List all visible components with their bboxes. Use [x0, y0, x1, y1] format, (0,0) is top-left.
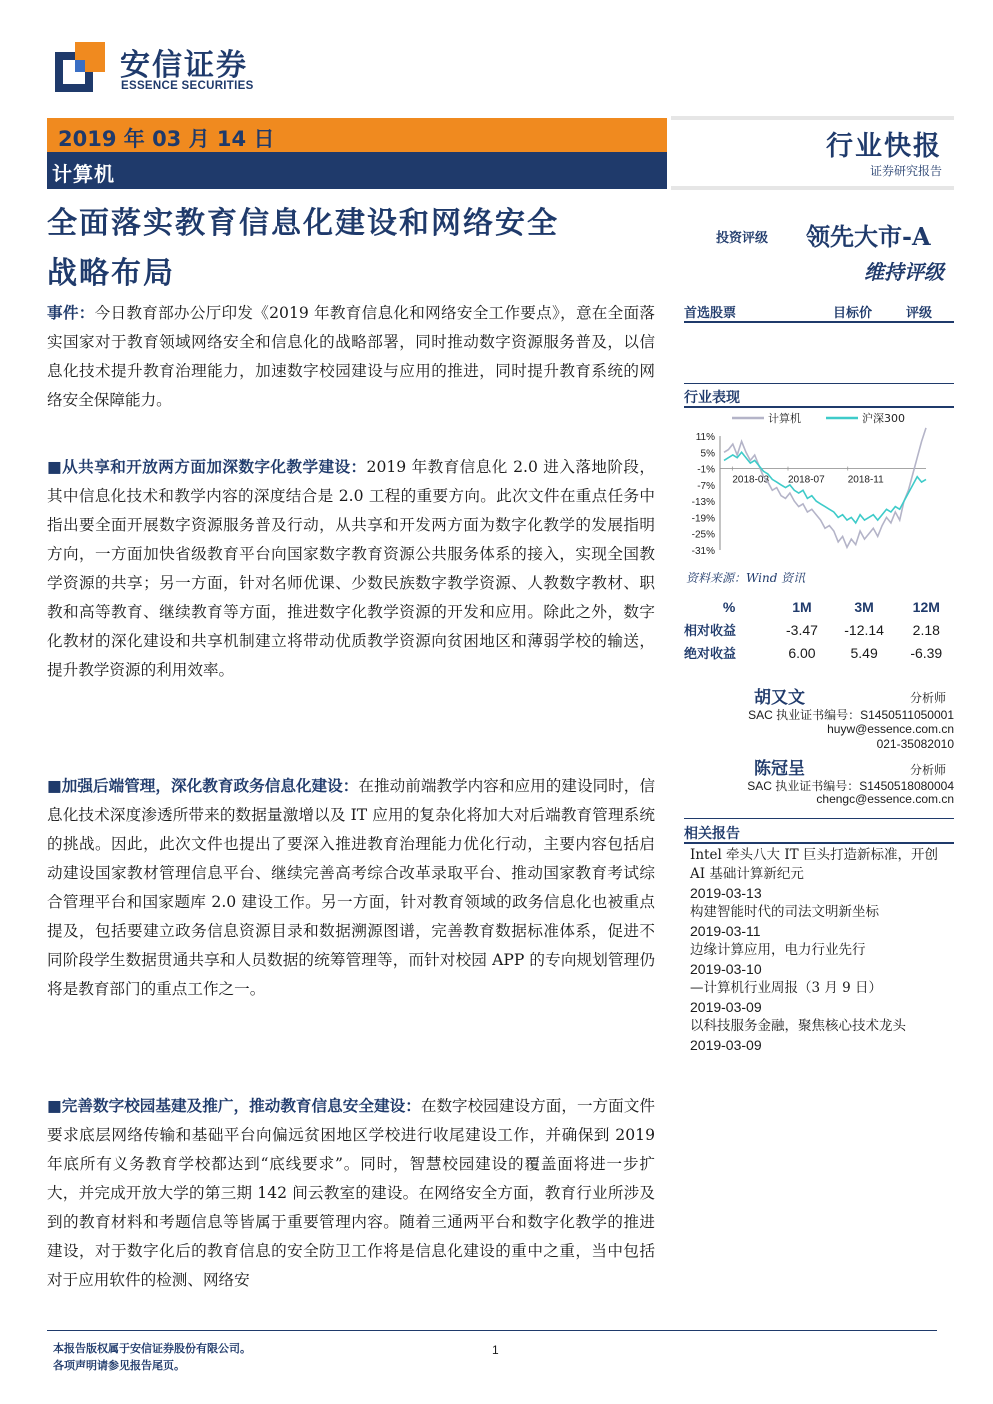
- section-1-heading: ■从共享和开放两方面加深数字化教学建设：: [47, 457, 367, 476]
- title-line-2: 战略布局: [47, 256, 175, 291]
- picks-rule: [684, 321, 954, 323]
- y-tick-label: -7%: [697, 480, 715, 492]
- perf-header-3m: 3M: [854, 599, 874, 615]
- cell-value: 2.18: [912, 621, 940, 638]
- cell-value: 5.49: [850, 644, 878, 661]
- y-tick-label: 11%: [695, 432, 715, 443]
- series-line: [724, 428, 926, 547]
- related-report-date: 2019-03-09: [690, 1037, 762, 1053]
- perf-header-unit: %: [722, 599, 736, 615]
- related-report-date: 2019-03-13: [690, 885, 762, 901]
- report-title: [47, 199, 667, 299]
- perf-header-1m: 1M: [792, 599, 812, 615]
- brand-name-cn: 安信证券: [120, 48, 248, 83]
- legend-label: 计算机: [768, 412, 801, 425]
- y-tick-label: 5%: [700, 448, 715, 460]
- legend-label: 沪深300: [862, 412, 905, 425]
- section-1-paragraph: [47, 452, 655, 685]
- section-2-paragraph: [47, 771, 655, 1004]
- cell-value: 6.00: [788, 644, 816, 661]
- perf-table-header: [684, 596, 954, 618]
- event-text: 今日教育部办公厅印发《2019 年教育信息化和网络安全工作要点》，意在全面落实国家对于教育领域网络安全和信息化的战略部署，同时推动数字资源服务普及，以信息化技术提升教育治理能力，加速数字校园建设与应用的推进，同时提升教育系统的网络安全保障能力。: [47, 304, 655, 409]
- rating-sub: 维持评级: [864, 260, 944, 284]
- x-tick-label: 2018-03: [732, 474, 770, 486]
- event-paragraph: [47, 298, 655, 415]
- analyst-role: 分析师: [910, 763, 947, 777]
- table-row: [684, 641, 954, 664]
- perf-top-rule: [684, 383, 954, 384]
- related-report-item[interactable]: [690, 979, 950, 1017]
- row-label: 相对收益: [684, 624, 737, 639]
- related-report-item[interactable]: [690, 846, 950, 903]
- related-report-date: 2019-03-10: [690, 961, 762, 977]
- analyst-name: 陈冠呈: [754, 759, 805, 779]
- related-report-item[interactable]: [690, 1017, 950, 1055]
- related-report-date: 2019-03-11: [690, 923, 761, 939]
- related-report-title: —计算机行业周报（3 月 9 日）: [690, 980, 883, 996]
- analyst-cert: SAC 执业证书编号：S1450511050001: [748, 708, 954, 722]
- rating-value: 领先大市-A: [806, 222, 931, 251]
- perf-table: [684, 596, 954, 664]
- y-tick-label: -1%: [697, 464, 715, 476]
- right-bottom-rule: [671, 186, 954, 190]
- section-3-paragraph: [47, 1091, 655, 1323]
- rating-label: 投资评级: [716, 231, 769, 246]
- related-report-title: Intel 牵头八大 IT 巨头打造新标准，开创 AI 基础计算新纪元: [690, 847, 938, 882]
- analyst-cert: SAC 执业证书编号：S1450518080004: [747, 779, 954, 793]
- row-label: 绝对收益: [684, 647, 737, 662]
- picks-rating-header: 评级: [906, 306, 933, 321]
- cell-value: -3.47: [786, 621, 818, 638]
- related-report-title: 边缘计算应用，电力行业先行: [690, 942, 866, 958]
- y-tick-label: -19%: [691, 513, 715, 525]
- report-subtype: 证券研究报告: [869, 164, 942, 178]
- analyst-role: 分析师: [910, 691, 947, 705]
- event-label: 事件：: [47, 303, 95, 322]
- right-top-rule: [671, 116, 954, 120]
- related-top-rule: [684, 818, 954, 819]
- cell-value: -12.14: [844, 621, 884, 638]
- y-tick-label: -13%: [691, 497, 715, 509]
- industry-perf-chart: [684, 408, 954, 566]
- section-3-text: 在数字校园建设方面，一方面文件要求底层网络传输和基础平台向偏远贫困地区学校进行收尾建设工作，并确保到 2019 年底所有义务教育学校都达到“底线要求”。同时，智慧校园建设的覆盖面将进一步扩大，并完成开放大学的第三期 142 间云教室的建设。在网络安全方面，教育行业所涉及到的教育材料和考题信息等皆属于重要管理内容。随着三通两平台和数字化教学的推进建设，对于数字化后的教育信息的安全防卫工作将是信息化建设的重中之重，当中包括对于应用软件的检测、网络安: [47, 1097, 655, 1289]
- table-row: [684, 618, 954, 641]
- picks-target-header: 目标价: [833, 306, 873, 321]
- industry-perf-heading: 行业表现: [684, 390, 740, 406]
- footer-disclaimer: 各项声明请参见报告尾页。: [53, 1359, 185, 1372]
- picks-stock-header: 首选股票: [684, 306, 737, 321]
- title-line-1: 全面落实教育信息化建设和网络安全: [47, 206, 559, 241]
- analyst-phone: 021-35082010: [876, 737, 954, 751]
- x-tick-label: 2018-07: [787, 474, 825, 486]
- brand-logo-icon: [55, 42, 105, 92]
- brand-name-en: ESSENCE SECURITIES: [121, 80, 254, 92]
- analyst-email[interactable]: huyw@essence.com.cn: [827, 722, 954, 736]
- related-report-date: 2019-03-09: [690, 999, 762, 1015]
- analyst-email[interactable]: chengc@essence.com.cn: [816, 792, 954, 806]
- perf-header-12m: 12M: [912, 599, 940, 615]
- report-sector: 计算机: [52, 162, 115, 186]
- related-heading: 相关报告: [684, 826, 740, 842]
- x-tick-label: 2018-11: [847, 474, 884, 486]
- section-3-heading: ■完善数字校园基建及推广，推动教育信息安全建设：: [47, 1096, 421, 1115]
- analyst-name: 胡又文: [754, 688, 805, 708]
- section-2-heading: ■加强后端管理，深化教育政务信息化建设：: [47, 776, 359, 795]
- footer-rule: [47, 1330, 937, 1331]
- page-number: 1: [492, 1343, 499, 1357]
- related-rule: [684, 842, 954, 844]
- report-type: 行业快报: [826, 131, 942, 162]
- chart-source: 资料来源：Wind 资讯: [686, 571, 806, 585]
- related-report-list: [690, 846, 950, 1055]
- related-report-title: 以科技服务金融，聚焦核心技术龙头: [690, 1018, 906, 1034]
- section-2-text: 在推动前端教学内容和应用的建设同时，信息化技术深度渗透所带来的数据量激增以及 IT 应用的复杂化将加大对后端教育管理系统的挑战。因此，此次文件也提出了要深入推进教育治理能力优化行动，主要内容包括启动建设国家教材管理信息平台、继续完善高考综合改革录取平台、推动国家教育考试综合管理平台和国家题库 2.0 建设工作。另一方面，针对教育领域的政务信息化也被重点提及，包括要建立政务信息资源目录和数据溯源图谱，完善教育数据标准体系，促进不同阶段学生数据贯通共享和人员数据的统筹管理等，而针对校园 APP 的专向规划管理仍将是教育部门的重点工作之一。: [47, 777, 655, 998]
- cell-value: -6.39: [910, 644, 943, 661]
- related-report-item[interactable]: [690, 903, 950, 941]
- section-1-text: 2019 年教育信息化 2.0 进入落地阶段，其中信息化技术和教学内容的深度结合是 2.0 工程的重要方向。此次文件在重点任务中指出要全面开展数字资源服务普及行动，从共享和开发两方面为数字化教学的发展指明方向，一方面加快省级教育平台向国家数字教育资源公共服务体系的接入，实现全国教学资源的共享；另一方面，针对名师优课、少数民族数字教学资源、人教数字教材、职教和高等教育、继续教育等方面，推进数字化教学资源的开发和应用。除此之外，数字化教材的深化建设和共享机制建立将带动优质教学资源向贫困地区和薄弱学校的输送，提升教学资源的利用效率。: [47, 458, 656, 679]
- y-tick-label: -25%: [691, 529, 715, 541]
- related-report-item[interactable]: [690, 941, 950, 979]
- y-tick-label: -31%: [691, 546, 715, 557]
- report-date: 2019 年 03 月 14 日: [58, 127, 275, 151]
- header-band-navy: [47, 152, 667, 189]
- footer-copyright: 本报告版权属于安信证券股份有限公司。: [53, 1342, 251, 1355]
- related-report-title: 构建智能时代的司法文明新坐标: [690, 904, 879, 920]
